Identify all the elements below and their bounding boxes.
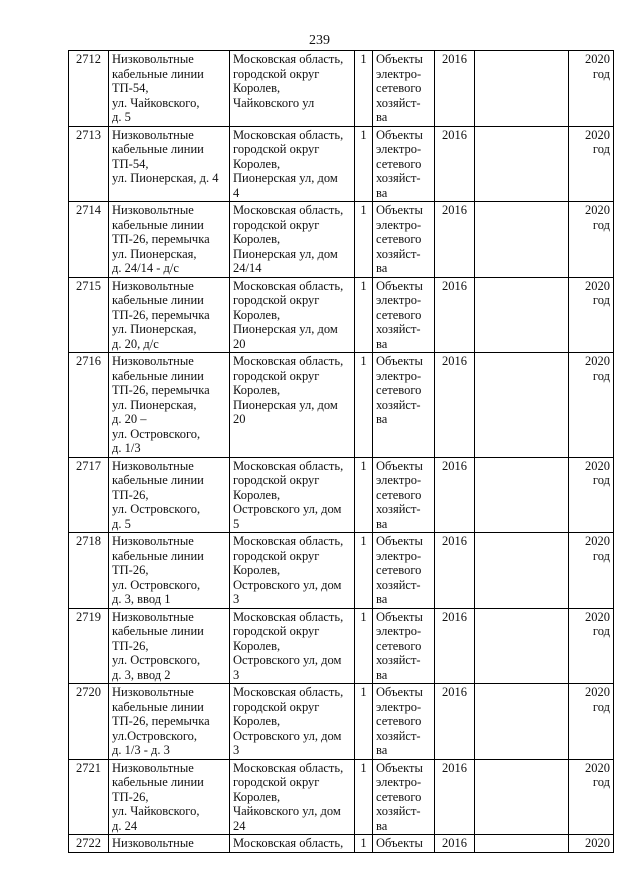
year-cell: 2016 [435,277,475,353]
object-type-cell: Объекты электро- сетевого хозяйст- ва [373,126,435,202]
object-name-cell: Низковольтные кабельные линии ТП-26, ул. Островского, д. 5 [109,457,230,533]
deadline-cell: 2020 год [569,684,614,760]
object-type-cell: Объекты электро- сетевого хозяйст- ва [373,684,435,760]
year-cell: 2016 [435,353,475,458]
deadline-cell: 2020 [569,835,614,853]
note-cell [475,684,569,760]
quantity-cell: 1 [355,835,373,853]
note-cell [475,51,569,127]
object-type-cell: Объекты электро- сетевого хозяйст- ва [373,51,435,127]
table-row [69,533,614,609]
address-cell: Московская область, городской округ Королев, Островского ул, дом 3 [230,608,355,684]
year-cell: 2016 [435,684,475,760]
note-cell [475,835,569,853]
object-type-cell: Объекты электро- сетевого хозяйст- ва [373,533,435,609]
deadline-cell: 2020 год [569,457,614,533]
year-cell: 2016 [435,202,475,278]
table-row [69,608,614,684]
quantity-cell: 1 [355,353,373,458]
row-number-cell: 2718 [69,533,109,609]
deadline-cell: 2020 год [569,759,614,835]
object-name-cell: Низковольтные кабельные линии ТП-26, перемычка ул.Островского, д. 1/3 - д. 3 [109,684,230,760]
object-name-cell: Низковольтные кабельные линии ТП-26, ул. Чайковского, д. 24 [109,759,230,835]
year-cell: 2016 [435,608,475,684]
address-cell: Московская область, городской округ Королев, Пионерская ул, дом 4 [230,126,355,202]
object-type-cell: Объекты электро- сетевого хозяйст- ва [373,353,435,458]
quantity-cell: 1 [355,457,373,533]
year-cell: 2016 [435,533,475,609]
deadline-cell: 2020 год [569,608,614,684]
note-cell [475,202,569,278]
quantity-cell: 1 [355,684,373,760]
table-row [69,277,614,353]
object-name-cell: Низковольтные [109,835,230,853]
note-cell [475,608,569,684]
year-cell: 2016 [435,51,475,127]
table-row [69,202,614,278]
address-cell: Московская область, городской округ Королев, Пионерская ул, дом 20 [230,353,355,458]
deadline-cell: 2020 год [569,126,614,202]
row-number-cell: 2722 [69,835,109,853]
table-row [69,126,614,202]
registry-table [68,50,614,853]
object-type-cell: Объекты электро- сетевого хозяйст- ва [373,277,435,353]
deadline-cell: 2020 год [569,202,614,278]
deadline-cell: 2020 год [569,533,614,609]
address-cell: Московская область, городской округ Королев, Чайковского ул [230,51,355,127]
year-cell: 2016 [435,126,475,202]
year-cell: 2016 [435,759,475,835]
table-row [69,457,614,533]
address-cell: Московская область, [230,835,355,853]
table-body [69,51,614,853]
deadline-cell: 2020 год [569,353,614,458]
row-number-cell: 2721 [69,759,109,835]
table-row [69,51,614,127]
object-type-cell: Объекты электро- сетевого хозяйст- ва [373,202,435,278]
row-number-cell: 2714 [69,202,109,278]
note-cell [475,759,569,835]
quantity-cell: 1 [355,51,373,127]
object-name-cell: Низковольтные кабельные линии ТП-26, перемычка ул. Пионерская, д. 20 – ул. Островского, д. 1/3 [109,353,230,458]
row-number-cell: 2712 [69,51,109,127]
row-number-cell: 2716 [69,353,109,458]
note-cell [475,457,569,533]
page-number: 239 [309,33,330,48]
row-number-cell: 2715 [69,277,109,353]
quantity-cell: 1 [355,759,373,835]
note-cell [475,353,569,458]
object-name-cell: Низковольтные кабельные линии ТП-54, ул. Пионерская, д. 4 [109,126,230,202]
quantity-cell: 1 [355,126,373,202]
note-cell [475,126,569,202]
deadline-cell: 2020 год [569,277,614,353]
object-name-cell: Низковольтные кабельные линии ТП-26, ул. Островского, д. 3, ввод 2 [109,608,230,684]
object-type-cell: Объекты электро- сетевого хозяйст- ва [373,608,435,684]
table-row [69,684,614,760]
object-name-cell: Низковольтные кабельные линии ТП-26, перемычка ул. Пионерская, д. 24/14 - д/с [109,202,230,278]
quantity-cell: 1 [355,202,373,278]
address-cell: Московская область, городской округ Королев, Островского ул, дом 5 [230,457,355,533]
note-cell [475,533,569,609]
address-cell: Московская область, городской округ Королев, Островского ул, дом 3 [230,533,355,609]
row-number-cell: 2713 [69,126,109,202]
object-type-cell: Объекты электро- сетевого хозяйст- ва [373,457,435,533]
row-number-cell: 2717 [69,457,109,533]
address-cell: Московская область, городской округ Королев, Чайковского ул, дом 24 [230,759,355,835]
object-type-cell: Объекты [373,835,435,853]
quantity-cell: 1 [355,533,373,609]
table-row [69,353,614,458]
row-number-cell: 2720 [69,684,109,760]
table-row [69,759,614,835]
row-number-cell: 2719 [69,608,109,684]
address-cell: Московская область, городской округ Королев, Пионерская ул, дом 24/14 [230,202,355,278]
object-name-cell: Низковольтные кабельные линии ТП-54, ул. Чайковского, д. 5 [109,51,230,127]
address-cell: Московская область, городской округ Королев, Пионерская ул, дом 20 [230,277,355,353]
quantity-cell: 1 [355,608,373,684]
object-type-cell: Объекты электро- сетевого хозяйст- ва [373,759,435,835]
year-cell: 2016 [435,457,475,533]
deadline-cell: 2020 год [569,51,614,127]
note-cell [475,277,569,353]
quantity-cell: 1 [355,277,373,353]
object-name-cell: Низковольтные кабельные линии ТП-26, перемычка ул. Пионерская, д. 20, д/с [109,277,230,353]
address-cell: Московская область, городской округ Королев, Островского ул, дом 3 [230,684,355,760]
object-name-cell: Низковольтные кабельные линии ТП-26, ул. Островского, д. 3, ввод 1 [109,533,230,609]
year-cell: 2016 [435,835,475,853]
table-row [69,835,614,853]
